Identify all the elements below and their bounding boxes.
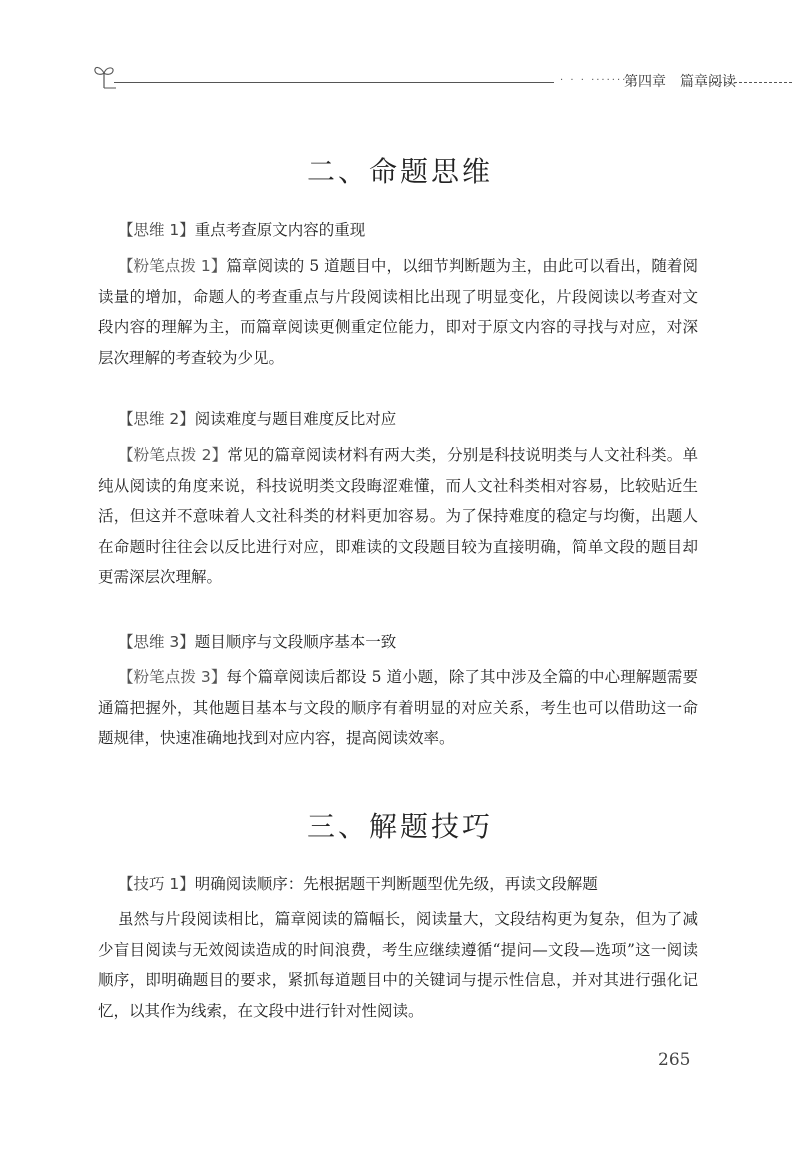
heading-tag: 【思维 1】	[118, 221, 195, 239]
header-rule-left	[114, 82, 554, 83]
section-title-2: 二、命题思维	[306, 155, 493, 188]
tip-paragraph-3	[98, 662, 698, 754]
paragraph-text: 篇章阅读的 5 道题目中，以细节判断题为主，由此可以看出，随着阅读量的增加，命题人的考查重点与片段阅读相比出现了明显变化，片段阅读以考查对文段内容的理解为主，而篇章阅读更侧重定位能力，即对于原文内容的寻找与对应，对深层次理解的考查较为少见。	[98, 257, 698, 367]
heading-text: 题目顺序与文段顺序基本一致	[194, 633, 397, 651]
heading-text: 明确阅读顺序：先根据题干判断题型优先级，再读文段解题	[194, 875, 598, 893]
heading-tag: 【思维 2】	[118, 410, 195, 428]
chapter-label	[624, 71, 736, 91]
tip-paragraph-1	[98, 251, 698, 373]
technique-heading-1	[118, 872, 598, 894]
thinking-heading-1	[118, 218, 365, 240]
thinking-heading-3	[118, 630, 396, 652]
page-number: 265	[658, 1050, 691, 1070]
heading-tag: 【思维 3】	[118, 633, 195, 651]
header-dots: · · · ·········	[560, 75, 638, 86]
paragraph-text: 常见的篇章阅读材料有两大类，分别是科技说明类与人文社科类。单纯从阅读的角度来说，科技说明类文段晦涩难懂，而人文社科类相对容易，比较贴近生活，但这并不意味着人文社科类的材料更加容易。为了保持难度的稳定与均衡，出题人在命题时往往会以反比进行对应，即难读的文段题目较为直接明确，简单文段的题目却更需深层次理解。	[98, 446, 698, 586]
technique-paragraph-1: 虽然与片段阅读相比，篇章阅读的篇幅长，阅读量大，文段结构更为复杂，但为了减少盲目阅读与无效阅读造成的时间浪费，考生应继续遵循“提问—文段—选项”这一阅读顺序，即明确题目的要求，紧抓每道题目中的关键词与提示性信息，并对其进行强化记忆，以其作为线索，在文段中进行针对性阅读。	[98, 910, 698, 1020]
running-header	[92, 62, 792, 90]
sprout-icon	[92, 62, 116, 90]
paragraph-tag: 【粉笔点拨 1】	[118, 257, 227, 275]
chapter-number: 第四章	[624, 74, 666, 90]
paragraph-tag: 【粉笔点拨 2】	[118, 446, 228, 464]
tip-paragraph-2	[98, 440, 698, 593]
heading-tag: 【技巧 1】	[118, 875, 195, 893]
heading-text: 阅读难度与题目难度反比对应	[194, 410, 397, 428]
paragraph-text: 每个篇章阅读后都设 5 道小题，除了其中涉及全篇的中心理解题需要通篇把握外，其他题目基本与文段的顺序有着明显的对应关系，考生也可以借助这一命题规律，快速准确地找到对应内容，提高阅读效率。	[98, 668, 698, 747]
paragraph-tag: 【粉笔点拨 3】	[118, 668, 227, 686]
section-title-3: 三、解题技巧	[306, 810, 493, 843]
thinking-heading-2	[118, 407, 396, 429]
chapter-title: 篇章阅读	[680, 74, 736, 90]
heading-text: 重点考查原文内容的重现	[194, 221, 366, 239]
header-rule-right	[704, 82, 792, 83]
